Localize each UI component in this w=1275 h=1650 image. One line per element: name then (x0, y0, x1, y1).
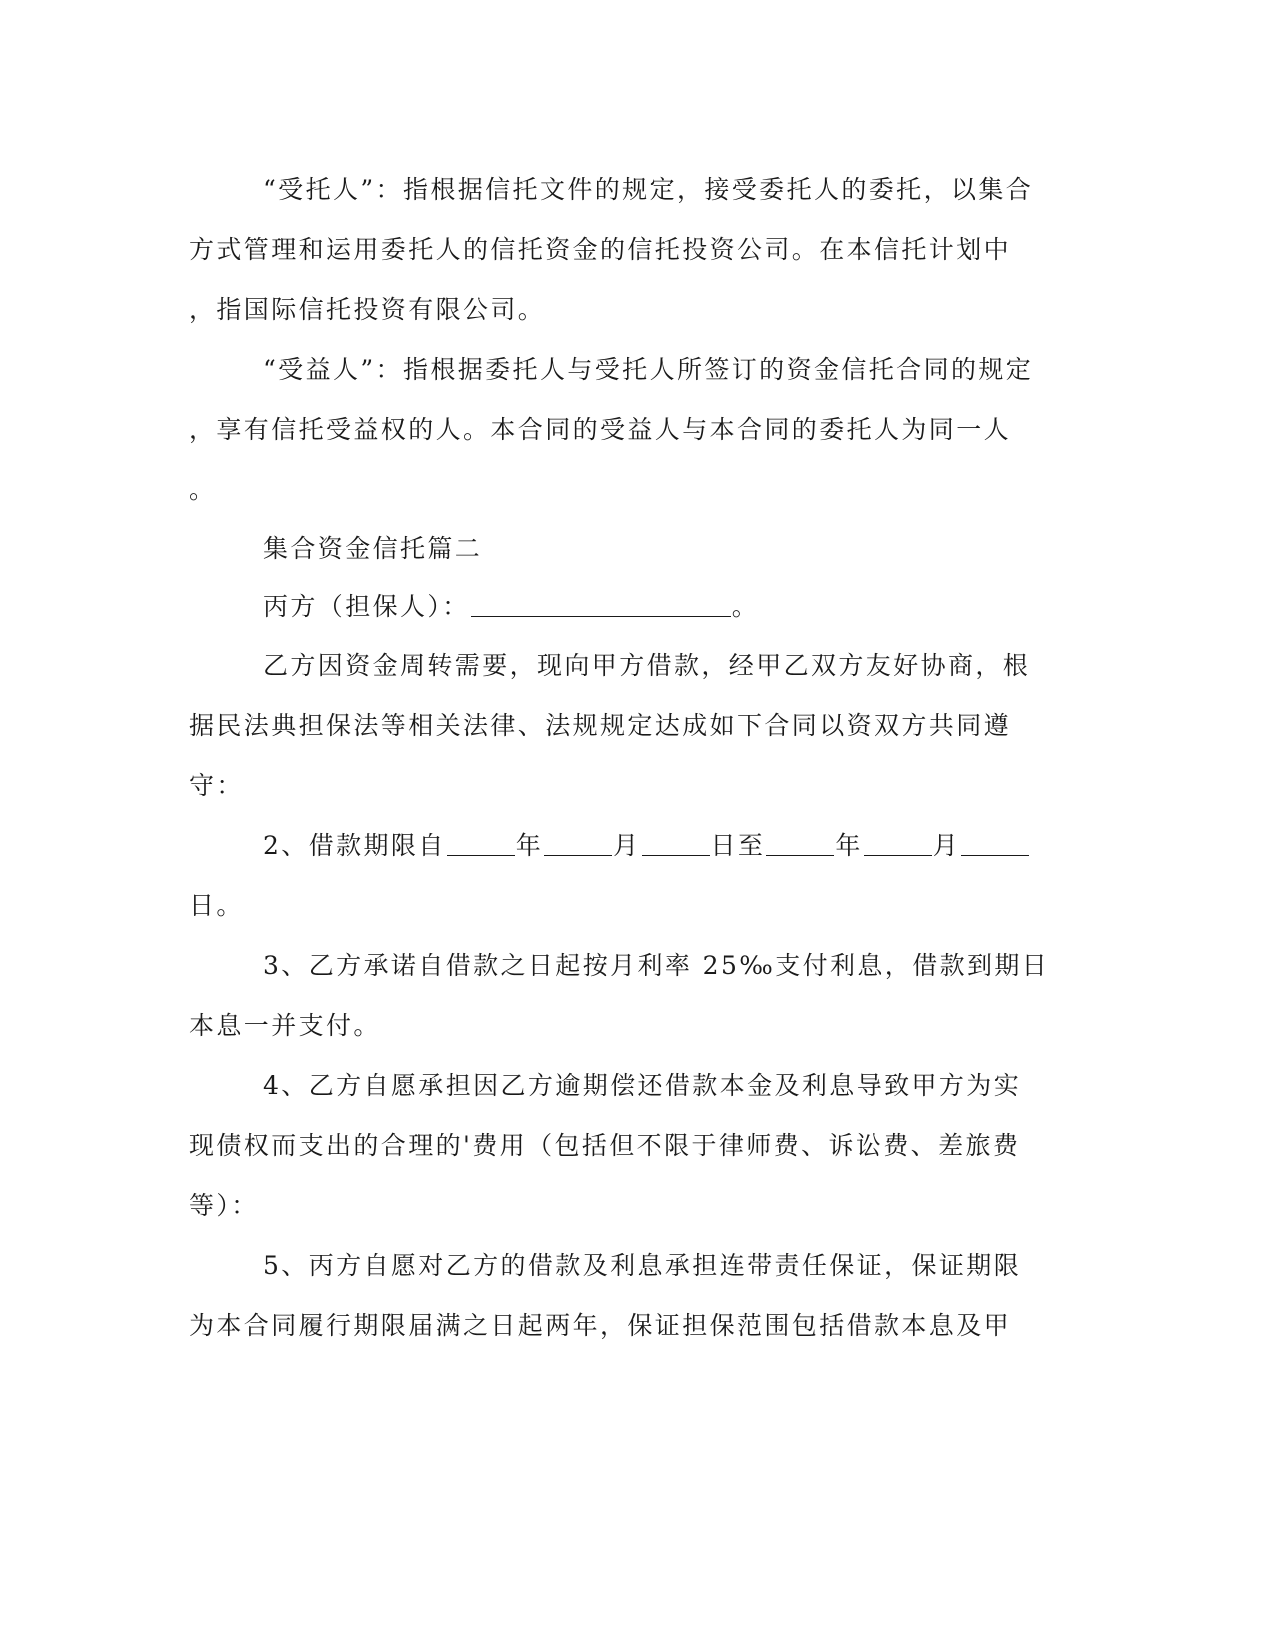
section-heading (189, 520, 1079, 578)
text-span: “受托人”：指根据信托文件的规定，接受委托人的委托，以集合 (263, 175, 1034, 204)
text-span: 。 (189, 475, 217, 504)
text-span: 2、借款期限自 (263, 831, 446, 860)
text-span: 年 (835, 831, 863, 860)
text-span: 丙方（担保人）： (263, 592, 470, 621)
clause-3-line-1 (189, 936, 1079, 996)
text-span: 为本合同履行期限届满之日起两年，保证担保范围包括借款本息及甲 (189, 1311, 1012, 1340)
text-span: 守： (189, 771, 244, 800)
paragraph-beneficiary-line-3 (189, 460, 1079, 520)
text-span: 。 (731, 592, 760, 621)
paragraph-intro-line-2 (189, 696, 1079, 756)
paragraph-trustee-line-3 (189, 280, 1079, 340)
clause-4-line-2 (189, 1116, 1079, 1176)
clause-4-line-1 (189, 1056, 1079, 1116)
clause-2-line-1 (189, 816, 1079, 876)
paragraph-trustee-line-2 (189, 220, 1079, 280)
text-span: 月 (613, 831, 641, 860)
start-year-blank (447, 829, 515, 856)
clause-4-line-3 (189, 1176, 1079, 1236)
paragraph-beneficiary-line-1 (189, 340, 1079, 400)
start-day-blank (642, 829, 710, 856)
text-span: 年 (515, 831, 544, 860)
paragraph-intro-line-3 (189, 756, 1079, 816)
paragraph-beneficiary-line-2 (189, 400, 1079, 460)
end-month-blank (864, 829, 932, 856)
guarantor-blank-field (471, 590, 731, 617)
text-span: 乙方因资金周转需要，现向甲方借款，经甲乙双方友好协商，根 (263, 651, 1031, 680)
text-span: 方式管理和运用委托人的信托资金的信托投资公司。在本信托计划中 (189, 235, 1012, 264)
clause-3-line-2 (189, 996, 1079, 1056)
paragraph-intro-line-1 (189, 636, 1079, 696)
text-span: 据民法典担保法等相关法律、法规规定达成如下合同以资双方共同遵 (189, 711, 1012, 740)
document-body (189, 160, 1079, 1356)
start-month-blank (544, 829, 612, 856)
end-year-blank (766, 829, 834, 856)
text-span: ，享有信托受益权的人。本合同的受益人与本合同的委托人为同一人 (189, 415, 1012, 444)
text-span: 本息一并支付。 (189, 1011, 381, 1040)
text-span: 日至 (710, 831, 766, 860)
text-span: 3、乙方承诺自借款之日起按月利率 25‰支付利息，借款到期日 (263, 951, 1050, 980)
end-day-blank (961, 829, 1029, 856)
text-span: “受益人”：指根据委托人与受托人所签订的资金信托合同的规定 (263, 355, 1034, 384)
guarantor-line (189, 578, 1079, 636)
text-span: 日。 (189, 891, 244, 920)
text-span: 等）： (189, 1191, 259, 1220)
text-span: 4、乙方自愿承担因乙方逾期偿还借款本金及利息导致甲方为实 (263, 1071, 1022, 1100)
text-span: ，指国际信托投资有限公司。 (189, 295, 546, 324)
clause-5-line-1 (189, 1236, 1079, 1296)
text-span: 月 (932, 831, 961, 860)
text-span: 集合资金信托篇二 (263, 534, 483, 563)
paragraph-trustee-line-1 (189, 160, 1079, 220)
clause-2-line-2 (189, 876, 1079, 936)
text-span: 5、丙方自愿对乙方的借款及利息承担连带责任保证，保证期限 (263, 1251, 1022, 1280)
text-span: 现债权而支出的合理的'费用（包括但不限于律师费、诉讼费、差旅费 (189, 1131, 1021, 1160)
clause-5-line-2 (189, 1296, 1079, 1356)
